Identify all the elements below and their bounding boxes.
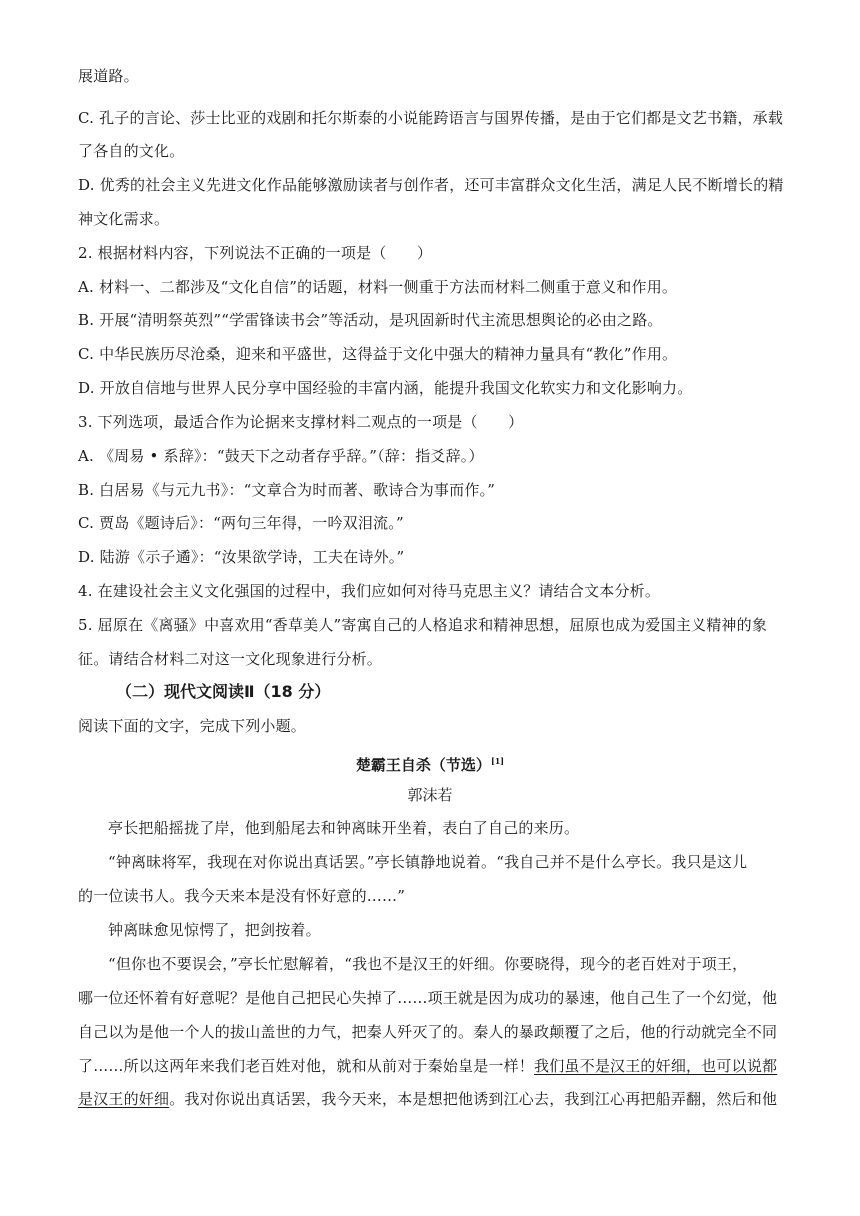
option-d: D. 开放自信地与世界人民分享中国经验的丰富内涵，能提升我国文化软实力和文化影响力。	[78, 379, 693, 397]
option-a: A. 材料一、二都涉及“文化自信”的话题，材料一侧重于方法而材料二侧重于意义和作用。	[78, 278, 678, 296]
option-c: C. 中华民族历尽沧桑，迎来和平盛世，这得益于文化中强大的精神力量具有“教化”作用。	[78, 345, 678, 363]
underlined-sentence: 是汉王的奸细	[78, 1090, 170, 1108]
option-a: A. 《周易 • 系辞》：“鼓天下之动者存乎辞。”（辞：指爻辞。）	[78, 447, 484, 465]
paragraph: “钟离昧将军，我现在对你说出真话罢。”亭长镇静地说着。“我自己并不是什么亭长。我只是这儿	[108, 853, 748, 871]
option-c: C. 孔子的言论、莎士比亚的戏剧和托尔斯泰的小说能跨语言与国界传播，是由于它们都是文艺书籍，承载	[78, 109, 784, 127]
passage-author: 郭沫若	[407, 786, 453, 804]
plain-text: 。我对你说出真话罢，我今天来，本是想把他诱到江心去，我到江心再把船弄翻，然后和他	[169, 1090, 778, 1108]
text-line	[78, 1089, 784, 1109]
passage-title-text: 楚霸王自杀（节选）	[355, 756, 491, 774]
passage-title	[0, 751, 860, 775]
text-line: 自己以为是他一个人的拔山盖世的力气，把秦人歼灭了的。秦人的暴政颠覆了之后，他的行动就完全不同	[78, 1023, 778, 1041]
text-line: 哪一位还怀着有好意呢？是他自己把民心失掉了……项王就是因为成功的暴速，他自己生了一个幻觉，他	[78, 989, 778, 1007]
underlined-sentence: 我们虽不是汉王的奸细，也可以说都	[534, 1057, 778, 1075]
plain-text: 了……所以这两年来我们老百姓对他，就和从前对于秦始皇是一样！	[78, 1057, 535, 1075]
paragraph: 亭长把船摇拢了岸，他到船尾去和钟离昧开坐着，表白了自己的来历。	[108, 819, 580, 837]
text-line	[78, 1056, 784, 1076]
text-line: 神文化需求。	[78, 210, 170, 228]
option-d: D. 优秀的社会主义先进文化作品能够激励读者与创作者，还可丰富群众文化生活，满足人民不断增长的精	[78, 176, 784, 194]
question-5: 5. 屈原在《离骚》中喜欢用“香草美人”寄寓自己的人格追求和精神思想，屈原也成为爱国主义精神的象	[78, 616, 768, 634]
text-line: 征。请结合材料二对这一文化现象进行分析。	[78, 650, 383, 668]
text-line: 了各自的文化。	[78, 142, 185, 160]
option-d: D. 陆游《示子遹》：“汝果欲学诗，工夫在诗外。”	[78, 548, 405, 566]
footnote-marker: [1]	[490, 756, 505, 766]
text-line: 展道路。	[78, 67, 139, 85]
question-3: 3. 下列选项，最适合作为论据来支撑材料二观点的一项是（ ）	[78, 413, 524, 431]
option-b: B. 白居易《与元九书》：“文章合为时而著、歌诗合为事而作。”	[78, 481, 496, 499]
text-line: 的一位读书人。我今天来本是没有怀好意的……”	[78, 887, 406, 905]
option-b: B. 开展“清明祭英烈”“学雷锋读书会”等活动，是巩固新时代主流思想舆论的必由之路。	[78, 311, 663, 329]
paragraph: “但你也不要误会，”亭长忙慰解着，“我也不是汉王的奸细。你要晓得，现今的老百姓对于项王，	[108, 955, 748, 973]
question-4: 4. 在建设社会主义文化强国的过程中，我们应如何对待马克思主义？请结合文本分析。	[78, 582, 661, 600]
option-c: C. 贾岛《题诗后》：“两句三年得，一吟双泪流。”	[78, 514, 404, 532]
question-2: 2. 根据材料内容，下列说法不正确的一项是（ ）	[78, 244, 433, 262]
reading-instruction: 阅读下面的文字，完成下列小题。	[78, 717, 307, 735]
section-heading: （二）现代文阅读Ⅱ（18 分）	[116, 682, 331, 701]
paragraph: 钟离昧愈见惊愕了，把剑按着。	[108, 921, 321, 939]
